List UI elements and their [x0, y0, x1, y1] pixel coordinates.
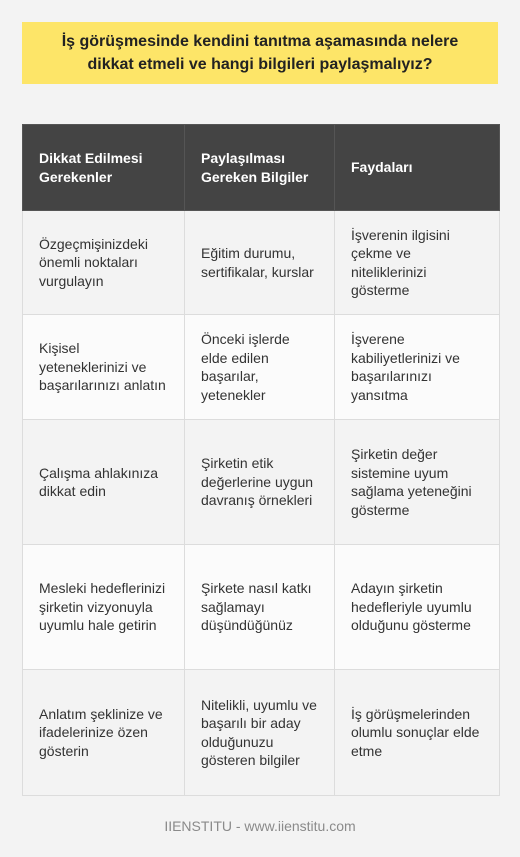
column-header: Dikkat Edilmesi Gerekenler — [23, 125, 185, 211]
footer-credit: IIENSTITU - www.iienstitu.com — [164, 818, 356, 834]
title-banner — [22, 22, 498, 84]
table-cell: Özgeçmişinizdeki önemli noktaları vurgulayın — [23, 211, 185, 315]
table-cell: Nitelikli, uyumlu ve başarılı bir aday olduğunuzu gösteren bilgiler — [185, 670, 335, 796]
table-cell: Önceki işlerde elde edilen başarılar, yetenekler — [185, 315, 335, 420]
table-cell: Kişisel yeteneklerinizi ve başarılarınızı anlatın — [23, 315, 185, 420]
table-row — [23, 670, 500, 796]
table-cell: İşverene kabiliyetlerinizi ve başarılarınızı yansıtma — [335, 315, 500, 420]
table-cell: Adayın şirketin hedefleriyle uyumlu olduğunu gösterme — [335, 545, 500, 670]
table-cell: Çalışma ahlakınıza dikkat edin — [23, 420, 185, 545]
table-cell: Şirketin etik değerlerine uygun davranış örnekleri — [185, 420, 335, 545]
column-header: Faydaları — [335, 125, 500, 211]
table-header-row — [23, 125, 500, 211]
table-row — [23, 211, 500, 315]
page-title: İş görüşmesinde kendini tanıtma aşamasında nelere dikkat etmeli ve hangi bilgileri paylaşmalıyız? — [61, 33, 459, 73]
table-cell: Mesleki hedeflerinizi şirketin vizyonuyla uyumlu hale getirin — [23, 545, 185, 670]
table-cell: İşverenin ilgisini çekme ve niteliklerinizi gösterme — [335, 211, 500, 315]
table-row — [23, 315, 500, 420]
table-cell: Eğitim durumu, sertifikalar, kurslar — [185, 211, 335, 315]
info-table — [22, 124, 500, 796]
table-cell: Şirketin değer sistemine uyum sağlama yeteneğini gösterme — [335, 420, 500, 545]
table-cell: İş görüşmelerinden olumlu sonuçlar elde etme — [335, 670, 500, 796]
table-cell: Şirkete nasıl katkı sağlamayı düşündüğünüz — [185, 545, 335, 670]
table-row — [23, 420, 500, 545]
column-header: Paylaşılması Gereken Bilgiler — [185, 125, 335, 211]
table-cell: Anlatım şeklinize ve ifadelerinize özen gösterin — [23, 670, 185, 796]
table-row — [23, 545, 500, 670]
